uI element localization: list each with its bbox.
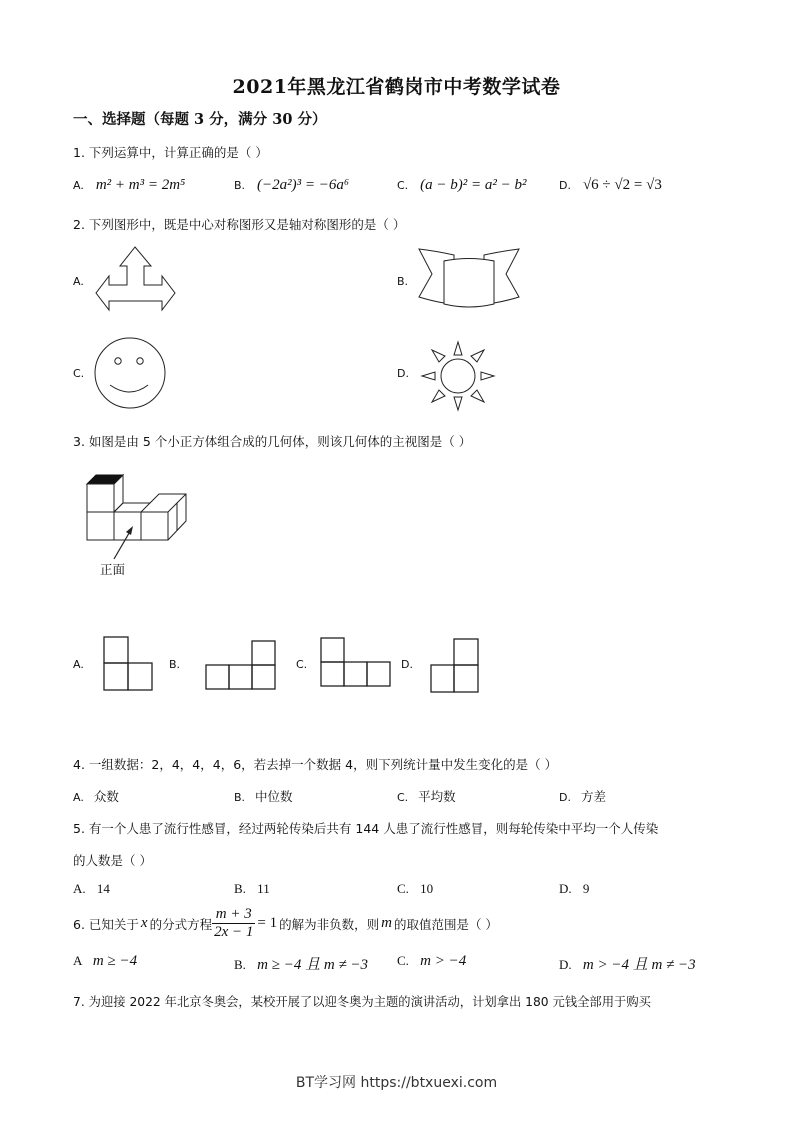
option-label: A (73, 953, 82, 968)
site-watermark: BT学习网 https://btxuexi.com (295, 1075, 498, 1091)
q1-option-d (559, 177, 662, 194)
option-text: 9 (582, 881, 590, 896)
q5-option-d (559, 881, 589, 897)
q6-stem-pre: 6. 已知关于 (73, 916, 139, 932)
option-math: m² + m³ = 2m⁵ (95, 177, 186, 193)
front-view-option-d (430, 638, 480, 694)
question-5-stem-line2: 的人数是（ ） (73, 853, 152, 868)
option-label: C. (397, 881, 409, 896)
option-label: B. (234, 179, 246, 192)
option-label: C. (397, 791, 409, 804)
q4-option-a (73, 787, 119, 805)
option-text: 14 (96, 881, 110, 896)
q6-option-b (234, 953, 368, 974)
q3-option-b-label: B. (169, 658, 181, 671)
option-label: B. (234, 791, 246, 804)
option-math: (a − b)² = a² − b² (420, 177, 527, 193)
three-way-arrow-figure (95, 247, 177, 312)
q1-option-a (73, 177, 185, 194)
smiley-face-figure (94, 337, 166, 409)
option-text: 11 (257, 881, 270, 896)
front-view-option-c (320, 637, 392, 688)
option-label: C. (397, 179, 409, 192)
q5-option-c (397, 881, 433, 897)
q2-option-b-label: B. (397, 275, 409, 288)
option-label: D. (559, 957, 572, 972)
q6-var-x: x (140, 915, 148, 931)
q5-option-a (73, 881, 110, 897)
option-text: 10 (420, 881, 434, 896)
option-text: 方差 (580, 789, 606, 804)
option-math: m > −4 且 m ≠ −3 (582, 957, 696, 973)
option-label: A. (73, 179, 84, 192)
q3-option-c-label: C. (296, 658, 308, 671)
option-label: D. (559, 881, 572, 896)
ribbon-banner-figure (418, 246, 520, 312)
q6-var-m: m (381, 915, 392, 931)
section-heading: 一、选择题（每题 3 分，满分 30 分） (73, 111, 327, 128)
cube-assembly-figure (86, 474, 191, 544)
question-5-stem-line1: 5. 有一个人患了流行性感冒，经过两轮传染后共有 144 人患了流行性感冒，则每轮传染中平均一个人传染 (73, 821, 659, 836)
question-6-stem (73, 906, 498, 941)
q2-option-a-label: A. (73, 275, 84, 288)
question-2-stem: 2. 下列图形中，既是中心对称图形又是轴对称图形的是（ ） (73, 217, 406, 232)
option-label: D. (559, 179, 571, 192)
exam-title: 2021年黑龙江省鹤岗市中考数学试卷 (232, 76, 561, 98)
front-view-option-a (103, 636, 153, 692)
fraction-numerator: m + 3 (212, 906, 255, 924)
option-label: A. (73, 791, 84, 804)
front-view-option-b (205, 640, 277, 691)
q6-option-c (397, 953, 466, 970)
q2-option-c-label: C. (73, 367, 85, 380)
option-text: 众数 (93, 789, 119, 804)
option-text: 中位数 (255, 789, 293, 804)
q3-option-a-label: A. (73, 658, 84, 671)
option-label: B. (234, 957, 246, 972)
option-label: B. (234, 881, 246, 896)
option-math: (−2a²)³ = −6a⁶ (257, 177, 350, 193)
q4-option-c (397, 787, 456, 805)
sun-figure (420, 340, 496, 412)
q3-option-d-label: D. (401, 658, 413, 671)
option-math: m ≥ −4 且 m ≠ −3 (257, 957, 369, 973)
q1-option-b (234, 177, 349, 194)
option-text: 平均数 (418, 789, 456, 804)
q6-fraction (212, 906, 255, 941)
q6-stem-mid2: 的解为非负数，则 (279, 916, 380, 932)
q4-option-b (234, 787, 293, 805)
question-1-stem: 1. 下列运算中，计算正确的是（ ） (73, 145, 268, 160)
question-3-stem: 3. 如图是由 5 个小正方体组合成的几何体，则该几何体的主视图是（ ） (73, 434, 472, 449)
q2-option-d-label: D. (397, 367, 409, 380)
option-math: m > −4 (420, 953, 467, 969)
option-math: m ≥ −4 (92, 953, 138, 969)
q5-option-b (234, 881, 270, 897)
question-7-stem: 7. 为迎接 2022 年北京冬奥会，某校开展了以迎冬奥为主题的演讲活动，计划拿出 180 元钱全部用于购买 (73, 995, 651, 1009)
q6-equals: = 1 (257, 915, 278, 931)
q4-option-d (559, 787, 606, 805)
q6-option-a (73, 953, 137, 970)
option-label: C. (397, 953, 409, 968)
q1-option-c (397, 177, 527, 194)
q6-stem-post: 的取值范围是（ ） (393, 916, 498, 932)
q6-stem-mid: 的分式方程 (149, 916, 213, 932)
q6-option-d (559, 953, 696, 974)
question-4-stem: 4. 一组数据：2，4，4，4，6，若去掉一个数据 4，则下列统计量中发生变化的是（ ） (73, 757, 558, 772)
option-math: √6 ÷ √2 = √3 (582, 177, 662, 193)
option-label: A. (73, 881, 86, 896)
front-view-caption: 正面 (100, 562, 126, 577)
option-label: D. (559, 791, 571, 804)
fraction-denominator: 2x − 1 (214, 924, 254, 940)
